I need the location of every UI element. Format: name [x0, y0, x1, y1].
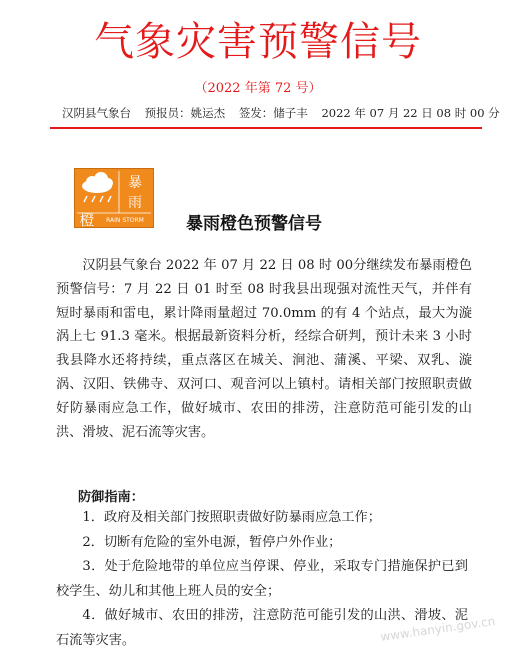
rainstorm-orange-icon: [74, 168, 154, 228]
red-divider: [50, 127, 482, 129]
reporter: 预报员：姚运杰: [144, 106, 226, 120]
signal-heading: 暴雨橙色预警信号: [186, 214, 322, 234]
watermark: www.hanyin.gov.cn: [379, 614, 497, 644]
meta-line: [62, 105, 502, 121]
cloud-icon: [82, 172, 113, 193]
badge-level-char: 橙: [79, 211, 95, 227]
guide-title: 防御指南：: [78, 490, 144, 505]
rain-drops-icon: [84, 196, 111, 202]
guide-item: 4．做好城市、农田的排涝，注意防范可能引发的山洪、滑坡、泥石流等灾害。: [56, 608, 468, 648]
signer: 签发：储子丰: [238, 106, 308, 120]
guide-item: 2．切断有危险的室外电源，暂停户外作业；: [82, 534, 342, 550]
issue-datetime: 2022 年 07 月 22 日 08 时 00 分: [321, 106, 500, 120]
badge-english-label: RAIN STORM: [106, 217, 144, 224]
warning-body: 汉阴县气象台 2022 年 07 月 22 日 08 时 00分继续发布暴雨橙色预警信号：7 月 22 日 01 时至 08 时我县出现强对流性天气，并伴有短时暴雨和雷电，累计降雨量超过 70.0mm 的有 4 个站点，最大为漩涡上七 91.3 毫米。根据最新资料分析，经综合研判，预计未来 3 小时我县降水还将持续，重点落区在城关、涧池、蒲溪、平梁、双乳、漩涡、汉阳、铁佛寺、双河口、观音河以上镇村。请相关部门按照职责做好防暴雨应急工作，做好城市、农田的排涝，注意防范可能引发的山洪、滑坡、泥石流等灾害。: [56, 258, 472, 440]
badge-name-char-2: 雨: [128, 195, 142, 211]
issuer: 汉阴县气象台: [62, 106, 131, 120]
guide-item: 3．处于危险地带的单位应当停课、停业，采取专门措施保护已到校学生、幼儿和其他上班人员的安全；: [56, 559, 468, 599]
issue-number: （2022 年第 72 号）: [194, 81, 322, 96]
badge-name-char-1: 暴: [128, 175, 142, 191]
document-title: 气象灾害预警信号: [94, 19, 422, 65]
guide-item: 1．政府及相关部门按照职责做好防暴雨应急工作；: [82, 510, 381, 525]
